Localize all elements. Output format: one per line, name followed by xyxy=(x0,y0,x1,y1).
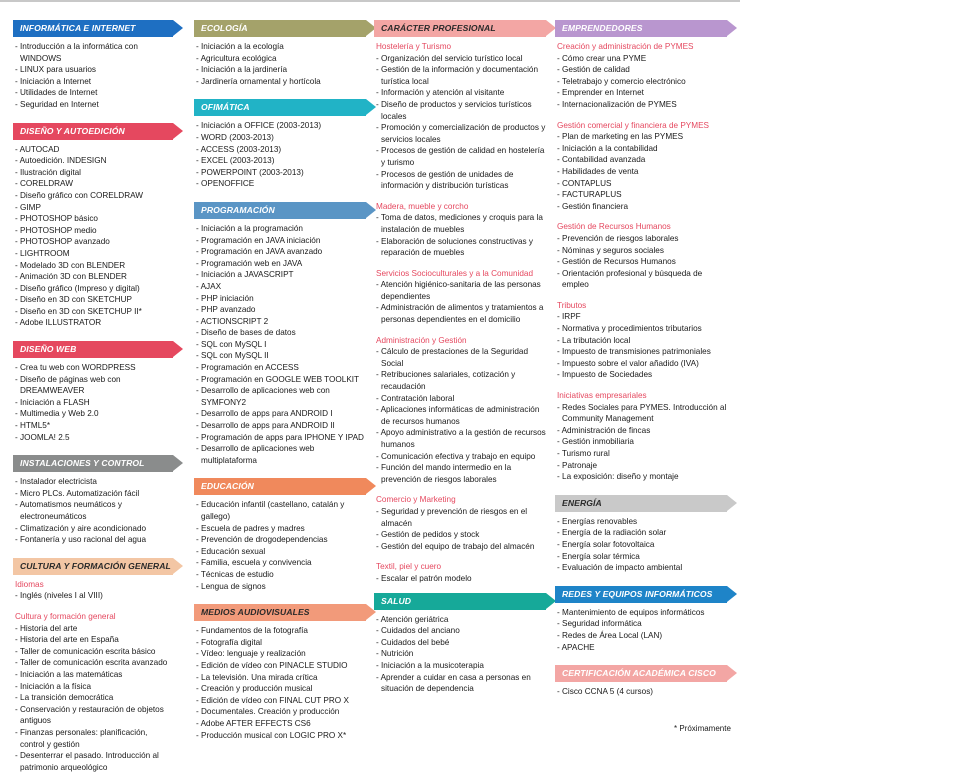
course-item: - Plan de marketing en las PYMES xyxy=(555,131,727,143)
course-item: - Programación en GOOGLE WEB TOOLKIT xyxy=(194,374,366,386)
group-subtitle: Textil, piel y cuero xyxy=(376,562,442,572)
column-1 xyxy=(13,20,173,773)
course-item: - Escalar el patrón modelo xyxy=(374,573,546,585)
course-item: - Cuidados del bebé xyxy=(374,637,546,649)
course-item: - Iniciación a la musicoterapia xyxy=(374,660,546,672)
course-item: - Iniciación a la ecología xyxy=(194,41,366,53)
course-item: - PHP iniciación xyxy=(194,293,366,305)
course-list xyxy=(555,402,727,483)
course-item: - Educación infantil (castellano, catalán y gallego) xyxy=(194,499,366,522)
course-item: - SQL con MySQL II xyxy=(194,350,366,362)
course-item: - Internacionalización de PYMES xyxy=(555,99,727,111)
group-subtitle: Servicios Socioculturales y a la Comunidad xyxy=(376,268,534,278)
course-item: - Diseño en 3D con SKETCHUP II* xyxy=(13,306,173,318)
course-item: - Iniciación a FLASH xyxy=(13,397,173,409)
course-item: - ACCESS (2003-2013) xyxy=(194,144,366,156)
course-list xyxy=(374,53,546,192)
course-item: - Apoyo administrativo a la gestión de recursos humanos xyxy=(374,427,546,450)
section-title: PROGRAMACIÓN xyxy=(194,202,366,219)
course-list xyxy=(374,614,546,695)
course-item: - Micro PLCs. Automatización fácil xyxy=(13,488,173,500)
course-item: - Iniciación a OFFICE (2003-2013) xyxy=(194,120,366,132)
course-item: - Taller de comunicación escrita avanzado xyxy=(13,657,173,669)
course-item: - Agricultura ecológica xyxy=(194,53,366,65)
course-item: - Taller de comunicación escrita básico xyxy=(13,646,173,658)
course-item: - Cuidados del anciano xyxy=(374,625,546,637)
course-item: - LIGHTROOM xyxy=(13,248,173,260)
section-title: DISEÑO WEB xyxy=(13,341,173,358)
course-item: - Cómo crear una PYME xyxy=(555,53,727,65)
course-item: - Función del mando intermedio en la prevención de riesgos laborales xyxy=(374,462,546,485)
section-title: ENERGÍA xyxy=(555,495,727,512)
course-item: - Programación en ACCESS xyxy=(194,362,366,374)
course-item: - Procesos de gestión de calidad en hostelería y turismo xyxy=(374,145,546,168)
course-item: - Gestión de la información y documentación turística local xyxy=(374,64,546,87)
course-item: - Creación y producción musical xyxy=(194,683,366,695)
section xyxy=(374,20,546,585)
section xyxy=(194,202,366,466)
course-item: - Toma de datos, mediciones y croquis para la instalación de muebles xyxy=(374,212,546,235)
course-item: - Mantenimiento de equipos informáticos xyxy=(555,607,727,619)
course-list xyxy=(13,144,173,330)
course-item: - Elaboración de soluciones constructivas y reparación de muebles xyxy=(374,236,546,259)
course-item: - Iniciación a la programación xyxy=(194,223,366,235)
course-item: - Redes de Área Local (LAN) xyxy=(555,630,727,642)
course-list xyxy=(13,41,173,111)
course-item: - Modelado 3D con BLENDER xyxy=(13,260,173,272)
section xyxy=(194,20,366,87)
course-list xyxy=(374,506,546,552)
course-item: - Finanzas personales: planificación, control y gestión xyxy=(13,727,173,750)
course-item: - PHOTOSHOP medio xyxy=(13,225,173,237)
section xyxy=(13,20,173,111)
section xyxy=(555,586,727,653)
top-divider xyxy=(0,0,740,2)
course-item: - Cisco CCNA 5 (4 cursos) xyxy=(555,686,727,698)
course-item: - Fotografía digital xyxy=(194,637,366,649)
section-title: DISEÑO Y AUTOEDICIÓN xyxy=(13,123,173,140)
group-subtitle: Cultura y formación general xyxy=(15,611,116,621)
group-subtitle: Idiomas xyxy=(15,579,44,589)
course-item: - Contabilidad avanzada xyxy=(555,154,727,166)
course-item: - Automatismos neumáticos y electroneumáticos xyxy=(13,499,173,522)
section-title: INFORMÁTICA E INTERNET xyxy=(13,20,173,37)
course-item: - Familia, escuela y convivencia xyxy=(194,557,366,569)
course-item: - La transición democrática xyxy=(13,692,173,704)
section-title: CULTURA Y FORMACIÓN GENERAL xyxy=(13,558,173,575)
course-item: - La televisión. Una mirada crítica xyxy=(194,672,366,684)
course-item: - Iniciación a las matemáticas xyxy=(13,669,173,681)
course-item: - Prevención de riesgos laborales xyxy=(555,233,727,245)
section xyxy=(194,478,366,592)
course-item: - Técnicas de estudio xyxy=(194,569,366,581)
course-item: - Atención higiénico-sanitaria de las personas dependientes xyxy=(374,279,546,302)
course-item: - Aprender a cuidar en casa a personas en situación de dependencia xyxy=(374,672,546,695)
course-item: - Administración de fincas xyxy=(555,425,727,437)
course-item: - SQL con MySQL I xyxy=(194,339,366,351)
course-item: - Redes Sociales para PYMES. Introducción al Community Management xyxy=(555,402,727,425)
section-title: OFIMÁTICA xyxy=(194,99,366,116)
course-item: - FACTURAPLUS xyxy=(555,189,727,201)
course-list xyxy=(555,53,727,111)
course-item: - Procesos de gestión de unidades de información y distribución turísticas xyxy=(374,169,546,192)
course-list xyxy=(374,346,546,485)
course-list xyxy=(374,573,546,585)
course-list xyxy=(555,131,727,212)
course-item: - Instalador electricista xyxy=(13,476,173,488)
course-item: - Normativa y procedimientos tributarios xyxy=(555,323,727,335)
course-item: - Desarrollo de aplicaciones web multiplataforma xyxy=(194,443,366,466)
course-item: - Utilidades de Internet xyxy=(13,87,173,99)
course-item: - GIMP xyxy=(13,202,173,214)
course-item: - Iniciación a la física xyxy=(13,681,173,693)
course-item: - Inglés (niveles I al VIII) xyxy=(13,590,173,602)
course-item: - Gestión de pedidos y stock xyxy=(374,529,546,541)
course-item: - Teletrabajo y comercio electrónico xyxy=(555,76,727,88)
course-item: - Diseño de bases de datos xyxy=(194,327,366,339)
section xyxy=(555,495,727,574)
course-item: - JOOMLA! 2.5 xyxy=(13,432,173,444)
group-subtitle: Madera, mueble y corcho xyxy=(376,201,469,211)
course-item: - Seguridad informática xyxy=(555,618,727,630)
course-item: - Introducción a la informática con WINDOWS xyxy=(13,41,173,64)
course-list xyxy=(555,516,727,574)
course-item: - Prevención de drogodependencias xyxy=(194,534,366,546)
group-subtitle: Creación y administración de PYMES xyxy=(557,42,694,51)
course-item: - Diseño gráfico (Impreso y digital) xyxy=(13,283,173,295)
group-subtitle: Gestión comercial y financiera de PYMES xyxy=(557,120,709,130)
course-list xyxy=(555,686,727,698)
course-item: - Gestión de Recursos Humanos xyxy=(555,256,727,268)
course-item: - Multimedia y Web 2.0 xyxy=(13,408,173,420)
section-title: INSTALACIONES Y CONTROL xyxy=(13,455,173,472)
course-list xyxy=(555,311,727,381)
course-item: - Iniciación a la jardinería xyxy=(194,64,366,76)
course-item: - Adobe AFTER EFFECTS CS6 xyxy=(194,718,366,730)
course-item: - Programación web en JAVA xyxy=(194,258,366,270)
course-item: - Programación de apps para IPHONE Y IPAD xyxy=(194,432,366,444)
course-item: - Iniciación a la contabilidad xyxy=(555,143,727,155)
section-title: EDUCACIÓN xyxy=(194,478,366,495)
course-item: - Energía de la radiación solar xyxy=(555,527,727,539)
course-item: - Edición de vídeo con FINAL CUT PRO X xyxy=(194,695,366,707)
section-title: REDES Y EQUIPOS INFORMÁTICOS xyxy=(555,586,727,603)
section xyxy=(13,341,173,443)
course-item: - Fontanería y uso racional del agua xyxy=(13,534,173,546)
course-item: - Gestión inmobiliaria xyxy=(555,436,727,448)
course-item: - Información y atención al visitante xyxy=(374,87,546,99)
section xyxy=(555,20,727,483)
course-item: - Ilustración digital xyxy=(13,167,173,179)
course-item: - Energías renovables xyxy=(555,516,727,528)
course-item: - Habilidades de venta xyxy=(555,166,727,178)
course-item: - Energía solar fotovoltaica xyxy=(555,539,727,551)
course-item: - Edición de vídeo con PINACLE STUDIO xyxy=(194,660,366,672)
course-item: - Desenterrar el pasado. Introducción al patrimonio arqueológico xyxy=(13,750,173,773)
group-subtitle: Administración y Gestión xyxy=(376,335,467,345)
course-item: - Programación en JAVA avanzado xyxy=(194,246,366,258)
course-list xyxy=(194,120,366,190)
course-list xyxy=(374,212,546,258)
course-item: - Gestión financiera xyxy=(555,201,727,213)
course-item: - Documentales. Creación y producción xyxy=(194,706,366,718)
course-item: - Fundamentos de la fotografía xyxy=(194,625,366,637)
section-title: MEDIOS AUDIOVISUALES xyxy=(194,604,366,621)
footnote: * Próximamente xyxy=(674,724,731,733)
course-item: - Diseño gráfico con CORELDRAW xyxy=(13,190,173,202)
course-item: - Adobe ILLUSTRATOR xyxy=(13,317,173,329)
course-item: - Climatización y aire acondicionado xyxy=(13,523,173,535)
course-item: - Retribuciones salariales, cotización y recaudación xyxy=(374,369,546,392)
course-item: - Impuesto de Sociedades xyxy=(555,369,727,381)
course-item: - Orientación profesional y búsqueda de empleo xyxy=(555,268,727,291)
course-list xyxy=(194,41,366,87)
course-item: - IRPF xyxy=(555,311,727,323)
course-item: - OPENOFFICE xyxy=(194,178,366,190)
course-item: - POWERPOINT (2003-2013) xyxy=(194,167,366,179)
column-2 xyxy=(194,20,366,741)
course-item: - AJAX xyxy=(194,281,366,293)
course-item: - EXCEL (2003-2013) xyxy=(194,155,366,167)
course-list xyxy=(555,607,727,653)
course-item: - Desarrollo de apps para ANDROID I xyxy=(194,408,366,420)
course-item: - Educación sexual xyxy=(194,546,366,558)
course-item: - Iniciación a Internet xyxy=(13,76,173,88)
group-subtitle: Tributos xyxy=(557,300,587,310)
course-list xyxy=(13,590,173,602)
course-item: - AUTOCAD xyxy=(13,144,173,156)
section xyxy=(13,558,173,773)
course-item: - LINUX para usuarios xyxy=(13,64,173,76)
course-list xyxy=(13,362,173,443)
course-item: - Energía solar térmica xyxy=(555,551,727,563)
course-item: - Historia del arte en España xyxy=(13,634,173,646)
course-item: - Patronaje xyxy=(555,460,727,472)
course-item: - Desarrollo de aplicaciones web con SYMFONY2 xyxy=(194,385,366,408)
course-item: - Desarrollo de apps para ANDROID II xyxy=(194,420,366,432)
course-item: - CORELDRAW xyxy=(13,178,173,190)
course-item: - Programación en JAVA iniciación xyxy=(194,235,366,247)
course-item: - Impuesto de transmisiones patrimoniales xyxy=(555,346,727,358)
section xyxy=(13,455,173,546)
course-item: - PHOTOSHOP básico xyxy=(13,213,173,225)
course-item: - Crea tu web con WORDPRESS xyxy=(13,362,173,374)
course-item: - Diseño de páginas web con DREAMWEAVER xyxy=(13,374,173,397)
course-item: - ACTIONSCRIPT 2 xyxy=(194,316,366,328)
course-item: - Vídeo: lenguaje y realización xyxy=(194,648,366,660)
course-item: - Gestión de calidad xyxy=(555,64,727,76)
section-title: SALUD xyxy=(374,593,546,610)
course-item: - Gestión del equipo de trabajo del almacén xyxy=(374,541,546,553)
course-item: - Turismo rural xyxy=(555,448,727,460)
section xyxy=(194,604,366,741)
group-subtitle: Iniciativas empresariales xyxy=(557,391,647,401)
course-item: - Nóminas y seguros sociales xyxy=(555,245,727,257)
course-list xyxy=(374,279,546,325)
group-subtitle: Gestión de Recursos Humanos xyxy=(557,222,671,232)
course-item: - Evaluación de impacto ambiental xyxy=(555,562,727,574)
section xyxy=(555,665,727,698)
course-item: - Conservación y restauración de objetos antiguos xyxy=(13,704,173,727)
column-4 xyxy=(555,20,727,698)
course-item: - Contratación laboral xyxy=(374,393,546,405)
course-item: - Atención geriátrica xyxy=(374,614,546,626)
course-item: - WORD (2003-2013) xyxy=(194,132,366,144)
course-item: - Administración de alimentos y tratamientos a personas dependientes en el domicilio xyxy=(374,302,546,325)
course-item: - Historia del arte xyxy=(13,623,173,635)
section-title: CARÁCTER PROFESIONAL xyxy=(374,20,546,37)
course-item: - Seguridad y prevención de riesgos en el almacén xyxy=(374,506,546,529)
course-item: - Nutrición xyxy=(374,648,546,660)
course-item: - La tributación local xyxy=(555,335,727,347)
group-subtitle: Comercio y Marketing xyxy=(376,495,456,505)
course-item: - Aplicaciones informáticas de administración de recursos humanos xyxy=(374,404,546,427)
section-title: CERTIFICACIÓN ACADÉMICA CISCO xyxy=(555,665,727,682)
course-item: - HTML5* xyxy=(13,420,173,432)
section xyxy=(13,123,173,330)
course-item: - Lengua de signos xyxy=(194,581,366,593)
course-item: - Comunicación efectiva y trabajo en equipo xyxy=(374,451,546,463)
section xyxy=(374,593,546,695)
section-title: ECOLOGÍA xyxy=(194,20,366,37)
course-item: - Autoedición. INDESIGN xyxy=(13,155,173,167)
course-item: - Impuesto sobre el valor añadido (IVA) xyxy=(555,358,727,370)
course-list xyxy=(194,223,366,466)
course-list xyxy=(194,625,366,741)
course-item: - Organización del servicio turístico local xyxy=(374,53,546,65)
column-3 xyxy=(374,20,546,695)
course-list xyxy=(13,623,173,773)
course-item: - La exposición: diseño y montaje xyxy=(555,471,727,483)
course-list xyxy=(555,233,727,291)
section xyxy=(194,99,366,190)
section-title: EMPRENDEDORES xyxy=(555,20,727,37)
course-item: - Iniciación a JAVASCRIPT xyxy=(194,269,366,281)
course-item: - Animación 3D con BLENDER xyxy=(13,271,173,283)
course-item: - Cálculo de prestaciones de la Seguridad Social xyxy=(374,346,546,369)
course-item: - Escuela de padres y madres xyxy=(194,523,366,535)
course-item: - Promoción y comercialización de productos y servicios locales xyxy=(374,122,546,145)
course-list xyxy=(13,476,173,546)
course-item: - Diseño de productos y servicios turísticos locales xyxy=(374,99,546,122)
course-item: - Jardinería ornamental y hortícola xyxy=(194,76,366,88)
group-subtitle: Hostelería y Turismo xyxy=(376,42,452,51)
course-item: - Emprender en Internet xyxy=(555,87,727,99)
course-list xyxy=(194,499,366,592)
course-item: - PHOTOSHOP avanzado xyxy=(13,236,173,248)
course-item: - Producción musical con LOGIC PRO X* xyxy=(194,730,366,742)
course-item: - PHP avanzado xyxy=(194,304,366,316)
course-item: - Seguridad en Internet xyxy=(13,99,173,111)
course-item: - Diseño en 3D con SKETCHUP xyxy=(13,294,173,306)
course-item: - APACHE xyxy=(555,642,727,654)
course-item: - CONTAPLUS xyxy=(555,178,727,190)
